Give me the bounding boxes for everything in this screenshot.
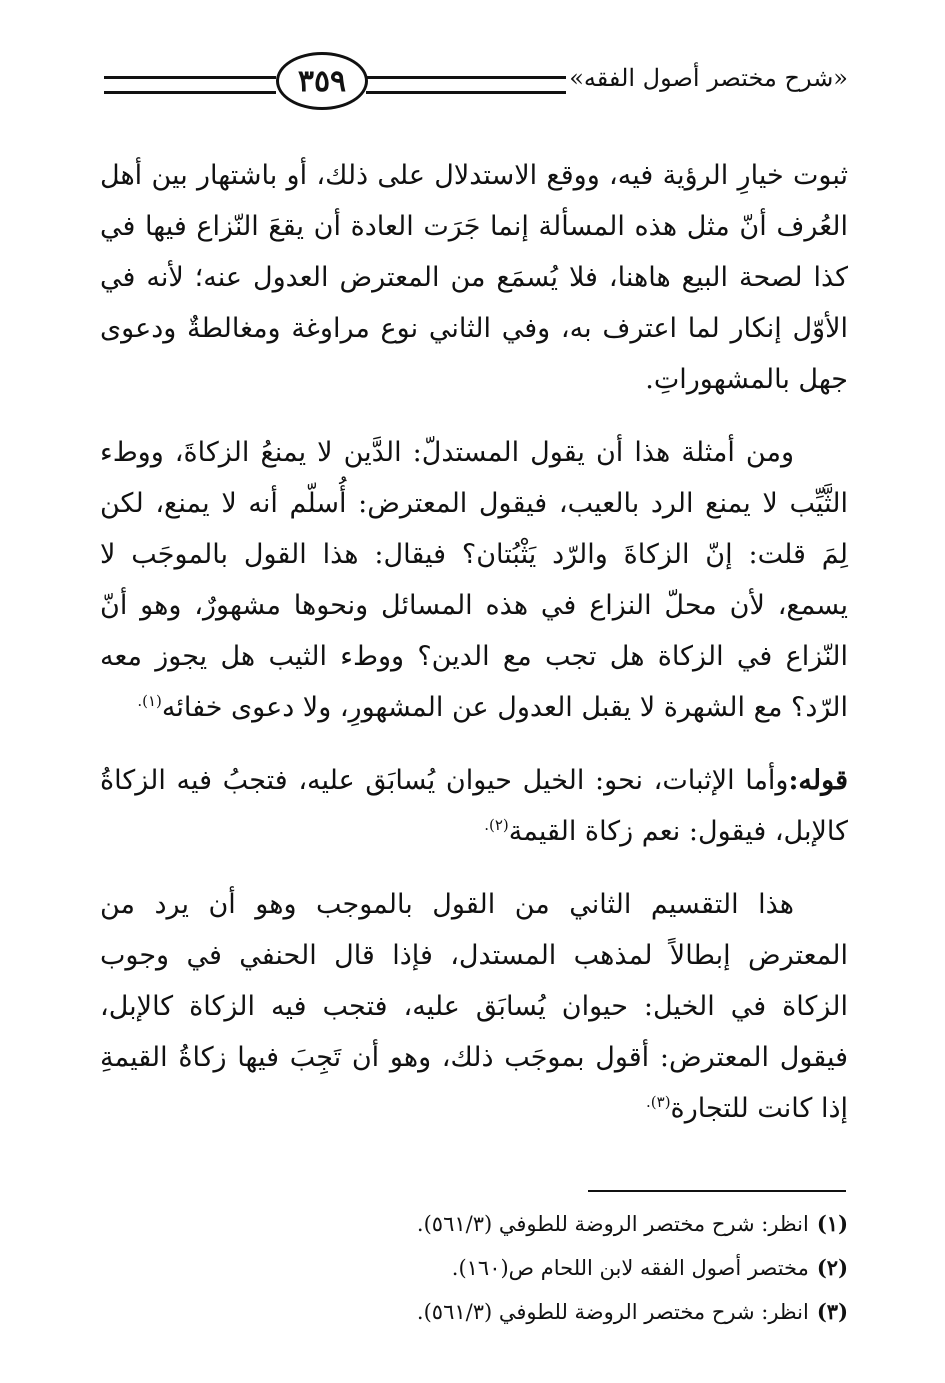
footnote-text: انظر: شرح مختصر الروضة للطوفي (٥٦١/٣). [416,1212,809,1236]
footnote-separator [588,1190,846,1192]
header-double-rule-right [366,76,566,94]
footnote [100,1246,848,1290]
page-number: ٣٥٩ [276,52,368,110]
paragraph [100,879,848,1134]
paragraph-text: ومن أمثلة هذا أن يقول المستدلّ: الدَّين لا يمنعُ الزكاةَ، ووطء الثَّيِّب لا يمنع الرد بالعيب، فيقول المعترض: أُسلّم أنه لا يمنع، لكن لِمَ قلت: إنّ الزكاةَ والرّد يَثْبُتان؟ فيقال: هذا القول بالموجَب لا يسمع، لأن محلّ النزاع في هذه المسائل ونحوها مشهورٌ، وهو أنّ النّزاع في الزكاة هل تجب مع الدين؟ ووطء الثيب هل يجوز معه الرّد؟ مع الشهرة لا يقبل العدول عن المشهورِ، ولا دعوى خفائه [100,437,848,723]
footnote-ref: (١). [137,692,162,710]
paragraph [100,150,848,405]
footnote-ref: (٢). [484,816,509,834]
page-header [100,40,848,132]
paragraph-text: ثبوت خيارِ الرؤية فيه، ووقع الاستدلال على ذلك، أو باشتهار بين أهل العُرف أنّ مثل هذه المسألة إنما جَرَت العادة أن يقعَ النّزاع فيها في كذا لصحة البيع هاهنا، فلا يُسمَع من المعترض العدول عنه؛ لأنه في الأوّل إنكار لما اعترف به، وفي الثاني نوع مراوغة ومغالطةٌ ودعوى جهل بالمشهوراتِ. [100,160,848,395]
footnote-number: (٢) [816,1255,848,1280]
footnote [100,1290,848,1334]
paragraph-lead-word: قوله: [788,765,848,796]
paragraph [100,755,848,857]
footnote-ref: (٣). [646,1093,671,1111]
footnotes [100,1202,848,1334]
footnote-number: (١) [816,1211,848,1236]
footnote-text: انظر: شرح مختصر الروضة للطوفي (٥٦١/٣). [416,1300,809,1324]
paragraph [100,427,848,733]
footnote [100,1202,848,1246]
footnote-text: مختصر أصول الفقه لابن اللحام ص(١٦٠). [451,1256,809,1280]
paragraph-text: وأما الإثبات، نحو: الخيل حيوان يُسابَق عليه، فتجبُ فيه الزكاةُ كالإبل، فيقول: نعم زكاة القيمة [100,765,848,847]
main-text [100,150,848,1156]
footnote-number: (٣) [816,1299,848,1324]
paragraph-text: هذا التقسيم الثاني من القول بالموجب وهو أن يرد من المعترض إبطالاً لمذهب المستدل، فإذا قال الحنفي في وجوب الزكاة في الخيل: حيوان يُسابَق عليه، فتجب فيه الزكاة كالإبل، فيقول المعترض: أقول بموجَب ذلك، وهو أن تَجِبَ فيها زكاةُ القيمةِ إذا كانت للتجارة [100,889,848,1124]
running-title: «شرح مختصر أصول الفقه» [569,64,848,92]
header-double-rule-left [104,76,276,94]
